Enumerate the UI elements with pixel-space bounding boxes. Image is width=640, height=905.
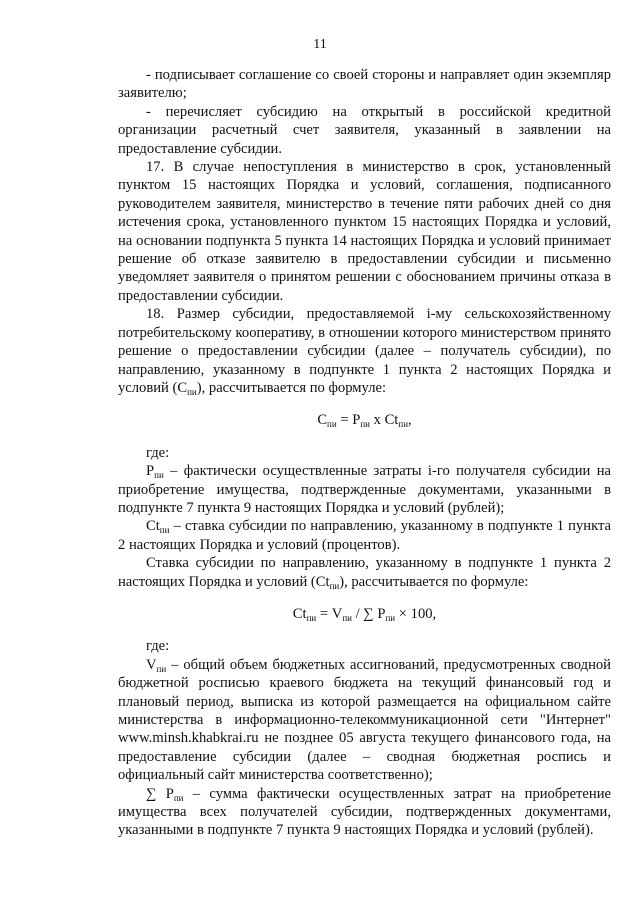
where-label-1: где:: [146, 444, 170, 461]
paragraph-sign-agreement: - подписывает соглашение со своей стороны и направляет один экземпляр заявителю;: [118, 67, 611, 102]
formula1-c: С: [317, 412, 328, 429]
document-body: [118, 66, 611, 840]
def1-symbol: Р: [146, 463, 155, 480]
formula2-ct: Ct: [292, 605, 307, 622]
paragraph-17: 17. В случае непоступления в министерство в срок, установленный пунктом 15 настоящих Порядка и условий, соглашения, подписанного руководителем заявителя, министерство в течение пяти рабочих дней со дня истечения срока, установленного пунктом 15 настоящих Порядка и условий, на основании подпункта 5 пункта 14 настоящих Порядка и условий принимает решение об отказе заявителю в предоставлении субсидии и письменно уведомляет заявителя о принятом решении с обоснованием причины отказа в предоставлении субсидии.: [118, 159, 611, 304]
p5-subscript: пи: [329, 580, 340, 591]
formula1-p-sub: пи: [360, 419, 370, 430]
def3-text: – общий объем бюджетных ассигнований, предусмотренных сводной бюджетной росписью краевого бюджета на текущий финансовый год и плановый период, выписка из которой размещается на официальном сайте министерства в информационно-телекоммуникационной сети "Интернет" www.minsh.khabkrai.ru не позднее 05 августа текущего финансового года, на предоставление субсидии (далее – сводная бюджетная роспись и официальный сайт министерства соответственно);: [118, 656, 611, 784]
paragraph-transfer-subsidy: - перечисляет субсидию на открытый в российской кредитной организации расчетный счет заявителя, указанный в заявлении на предоставление субсидии.: [118, 103, 611, 157]
def4-symbol: ∑ Р: [146, 785, 174, 802]
def4-subscript: пи: [173, 792, 184, 803]
definition-p: [118, 462, 611, 517]
definition-v: [118, 656, 611, 785]
formula-rate: [118, 605, 611, 623]
def2-symbol: Ct: [146, 518, 160, 535]
formula2-v-sub: пи: [342, 612, 352, 623]
formula2-v: = V: [316, 605, 343, 622]
formula1-ct-sub: пи: [398, 419, 409, 430]
formula1-c-sub: пи: [327, 419, 337, 430]
def2-subscript: пи: [159, 525, 170, 536]
def1-subscript: пи: [154, 470, 164, 481]
paragraph-rate: [118, 554, 611, 591]
formula2-end: × 100,: [395, 605, 437, 622]
def3-symbol: V: [146, 656, 157, 673]
formula1-p: = Р: [336, 412, 361, 429]
definition-sum-p: [118, 785, 611, 840]
formula-subsidy-size: [118, 411, 611, 429]
paragraph-18-subscript: пи: [187, 386, 197, 397]
paragraph-18-text: 18. Размер субсидии, предоставляемой i-му сельскохозяйственному потребительскому кооперативу, в отношении которого министерством принято решение о предоставлении субсидии (далее – получатель субсидии), по направлению, указанному в подпункте 1 пункта 2 настоящих Порядка и условий (С: [118, 306, 611, 396]
formula1-end: ,: [408, 412, 412, 429]
where-label-2: где:: [146, 638, 170, 655]
def4-text: – сумма фактически осуществленных затрат на приобретение имущества всех получателей субсидии, подтвержденных документами, указанными в подпункте 7 пункта 9 настоящих Порядка и условий (рублей).: [118, 785, 611, 839]
definition-ct: [118, 517, 611, 554]
formula2-ct-sub: пи: [306, 612, 317, 623]
def3-subscript: пи: [156, 663, 167, 674]
formula2-sum-p: / ∑ Р: [351, 605, 386, 622]
formula2-p-sub: пи: [385, 612, 396, 623]
paragraph-18: [118, 305, 611, 397]
p5-end: ), рассчитывается по формуле:: [339, 573, 529, 590]
page-number: 11: [313, 37, 327, 52]
p5-text: Ставка субсидии по направлению, указанному в подпункте 1 пункта 2 настоящих Порядка и условий (Ct: [118, 555, 611, 590]
formula1-ct: х Ct: [369, 412, 399, 429]
paragraph-18-end: ), рассчитывается по формуле:: [196, 379, 387, 396]
def2-text: – ставка субсидии по направлению, указанному в подпункте 1 пункта 2 настоящих Порядка и условий (процентов).: [118, 518, 611, 553]
def1-text: – фактически осуществленные затраты i-го получателя субсидии на приобретение имущества, подтвержденные документами, указанными в подпункте 7 пункта 9 настоящих Порядка и условий (рублей);: [118, 463, 611, 516]
